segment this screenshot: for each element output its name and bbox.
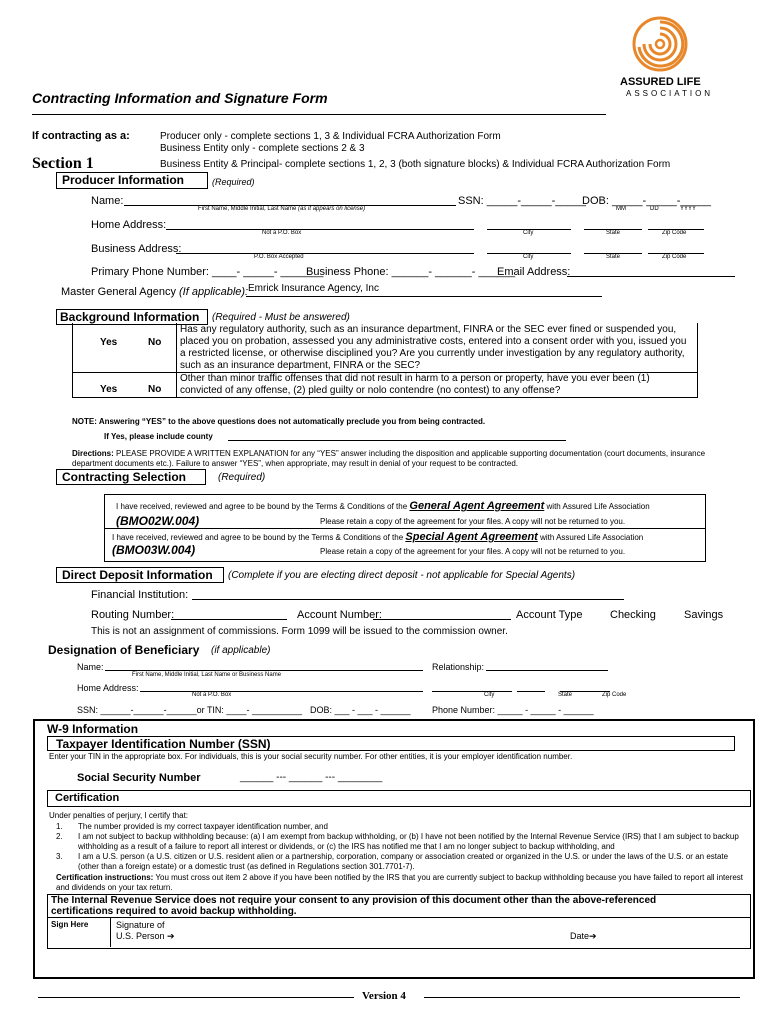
item1-text: The number provided is my correct taxpayer identification number, and <box>78 822 328 831</box>
home-state-hint: State <box>606 230 621 236</box>
routing-label: Routing Number: <box>91 609 175 621</box>
institution-field[interactable] <box>192 599 624 600</box>
agree-general <box>116 500 650 512</box>
signature-row-top <box>47 917 751 918</box>
q1-yes[interactable]: Yes <box>100 337 118 348</box>
beneficiary-state-field[interactable] <box>517 691 545 692</box>
checking-option[interactable]: Checking <box>610 609 656 621</box>
ssn-label: Social Security Number <box>77 772 201 784</box>
beneficiary-applicable: (if applicable) <box>211 645 271 656</box>
email-field[interactable] <box>567 276 735 277</box>
cert-instructions-text: You must cross out item 2 above if you have been notified by the IRS that you are currently subject to backup withholding because you have failed to report all interest and dividends on your tax return. <box>56 873 744 892</box>
brand-name: ASSURED LIFE <box>620 76 701 88</box>
mga-field[interactable] <box>246 296 602 297</box>
tin-note: Enter your TIN in the appropriate box. For individuals, this is your social security number. For other entities, it is your employer identification number. <box>49 752 573 761</box>
assured-life-logo-icon <box>630 14 690 74</box>
account-type-label: Account Type <box>516 609 583 621</box>
agree-special <box>112 531 643 543</box>
cert-header <box>47 790 751 807</box>
item3-number: 3. <box>56 852 63 861</box>
w9-title: W-9 Information <box>47 722 139 736</box>
producer-required: (Required) <box>212 177 255 187</box>
brand-sub: ASSOCIATION <box>626 89 714 98</box>
code-special: (BMO03W.004) <box>112 543 196 557</box>
beneficiary-zip-hint: Zip Code <box>602 692 627 698</box>
county-field[interactable] <box>228 440 566 441</box>
cert-title: Certification <box>55 792 120 804</box>
q1-text: Has any regulatory authority, such as an insurance department, FINRA or the SEC ever fined or suspended you, placed you on probation, assessed you any administrative costs, entered into a consent order with you, issued you a restricted license, or otherwise disciplined you? Are you currently under investigation by any regulatory authority, such as an insurance department, FINRA or the SEC? <box>180 324 687 371</box>
item2-text: I am not subject to backup withholding because: (a) I am exempt from backup withholding, or (b) I have not been notified by the Internal Revenue Service (IRS) that I am subject to backup withholding as a result of a failure to report all interest or dividends, or (c) the IRS has notified me that I am no longer subject to backup withholding, and <box>78 832 739 851</box>
deposit-title: Direct Deposit Information <box>62 568 213 582</box>
directions <box>72 449 738 469</box>
footer-rule-right <box>424 997 740 998</box>
home-city-hint: City <box>523 230 534 236</box>
ssn-field[interactable]: ______ --- ______ --- ________ <box>240 772 383 783</box>
routing-field[interactable] <box>171 619 287 620</box>
cert-instructions-label: Certification instructions: <box>56 873 154 882</box>
date-field[interactable]: Date➔ <box>570 931 597 941</box>
dob-dd: DD <box>650 206 659 212</box>
background-col-divider <box>176 323 177 397</box>
business-phone-field[interactable]: Business Phone: ______- ______- ______ <box>306 266 516 278</box>
item1-number: 1. <box>56 822 63 831</box>
section1-title: Section 1 <box>32 155 94 172</box>
directions-label: Directions: <box>72 449 114 458</box>
relationship-field[interactable] <box>486 670 608 671</box>
relationship-label: Relationship: <box>432 662 485 672</box>
option-business: Business Entity only - complete sections 2 & 3 <box>160 143 365 154</box>
beneficiary-home-field[interactable] <box>140 691 423 692</box>
beneficiary-name-hint: First Name, Middle Initial, Last Name or Business Name <box>132 672 282 678</box>
agree-special-post: with Assured Life Association <box>540 533 644 542</box>
title-rule <box>32 114 606 115</box>
beneficiary-title: Designation of Beneficiary <box>48 643 200 657</box>
name-hint-text: First Name, Middle Initial, Last Name <box>198 206 297 212</box>
footer-version: Version 4 <box>362 990 406 1002</box>
q2-yes[interactable]: Yes <box>100 384 118 395</box>
agree-general-pre: I have received, reviewed and agree to be bound by the Terms & Conditions of the <box>116 502 408 511</box>
dob-field[interactable]: DOB: _____-_____-_____ <box>582 195 712 207</box>
beneficiary-home-hint: Not a P.O. Box <box>192 692 232 698</box>
mga-label-text: Master General Agency <box>61 286 176 298</box>
beneficiary-name-label: Name: <box>77 662 104 672</box>
mga-label <box>61 286 248 298</box>
form-title: Contracting Information and Signature Form <box>32 90 328 106</box>
business-address-hint: P.O. Box Accepted <box>254 254 304 260</box>
background-note: NOTE: Answering “YES” to the above questions does not automatically preclude you from being contracted. <box>72 417 486 426</box>
home-address-field[interactable] <box>166 229 474 230</box>
name-hint-license: (as it appears on license) <box>298 206 366 212</box>
irs-notice: The Internal Revenue Service does not require your consent to any provision of this document other than the above-referenced certifications required to avoid backup withholding. <box>51 895 657 917</box>
county-label: If Yes, please include county <box>104 432 213 441</box>
background-required: (Required - Must be answered) <box>212 312 350 323</box>
option-both: Business Entity & Principal- complete sections 1, 2, 3 (both signature blocks) & Individual FCRA Authorization Form <box>160 159 671 170</box>
retain-general: Please retain a copy of the agreement for your files. A copy will not be returned to you. <box>320 517 626 526</box>
us-person-signature-field[interactable]: U.S. Person ➔ <box>116 931 175 941</box>
contracting-title: Contracting Selection <box>62 470 187 484</box>
code-general: (BMO02W.004) <box>116 514 200 528</box>
tin-title: Taxpayer Identification Number (SSN) <box>56 737 271 751</box>
item2-number: 2. <box>56 832 63 841</box>
agree-special-pre: I have received, reviewed and agree to be bound by the Terms & Conditions of the <box>112 533 404 542</box>
background-title: Background Information <box>60 310 200 324</box>
dob-yyyy: YYYY <box>680 206 697 212</box>
institution-label: Financial Institution: <box>91 589 189 601</box>
contracting-as-label: If contracting as a: <box>32 130 130 142</box>
home-zip-hint: Zip Code <box>662 230 687 236</box>
name-label: Name: <box>91 195 124 207</box>
business-address-field[interactable] <box>176 253 474 254</box>
retain-special: Please retain a copy of the agreement for your files. A copy will not be returned to you. <box>320 547 626 556</box>
item3-text: I am a U.S. person (a U.S. citizen or U.S. resident alien or a partnership, corporation, company or association created or organized in the U.S. or under the laws of the U.S. or an estate (other than a foreign estate) or a domestic trust (as defined in Regulations section 301.7701-7). <box>78 852 729 871</box>
savings-option[interactable]: Savings <box>684 609 724 621</box>
business-zip-hint: Zip Code <box>662 254 687 260</box>
dob-mm: MM <box>616 206 626 212</box>
name-hint <box>198 206 365 212</box>
cert-instructions <box>56 873 746 893</box>
home-address-hint: Not a P.O. Box <box>262 230 302 236</box>
beneficiary-dob-field[interactable]: DOB: ___ - ___ - ______ <box>310 705 411 715</box>
q2-no[interactable]: No <box>148 384 162 395</box>
business-address-label: Business Address: <box>91 243 182 255</box>
directions-text: PLEASE PROVIDE A WRITTEN EXPLANATION for any “YES” answer including the disposition and applicable supporting documentation (court documents, insurance department documents etc.). Failure to answer “YES”, when appropriate, may result in denial of your request to be contracted. <box>72 449 706 468</box>
deposit-note: (Complete if you are electing direct deposit - not applicable for Special Agents) <box>228 570 576 581</box>
sign-here-label: Sign Here <box>51 920 89 929</box>
beneficiary-city-hint: City <box>484 692 495 698</box>
beneficiary-home-label: Home Address: <box>77 683 139 693</box>
footer-rule-left <box>38 997 354 998</box>
home-address-label: Home Address: <box>91 219 167 231</box>
mga-label-applicable: (If applicable): <box>179 286 249 298</box>
beneficiary-city-field[interactable] <box>432 691 512 692</box>
business-state-hint: State <box>606 254 621 260</box>
producer-info-title: Producer Information <box>62 173 185 187</box>
general-agent-agreement-link[interactable]: General Agent Agreement <box>409 500 545 512</box>
beneficiary-name-field[interactable] <box>105 670 423 671</box>
beneficiary-phone-field[interactable]: Phone Number: _____ - _____ - ______ <box>432 705 594 715</box>
perjury-text: Under penalties of perjury, I certify that: <box>49 811 189 820</box>
q1-no[interactable]: No <box>148 337 162 348</box>
signature-col-divider <box>110 917 111 947</box>
deposit-disclaimer: This is not an assignment of commissions. Form 1099 will be issued to the commission owner. <box>91 626 508 637</box>
mga-value[interactable]: Emrick Insurance Agency, Inc <box>248 283 379 294</box>
agree-general-post: with Assured Life Association <box>546 502 650 511</box>
beneficiary-state-hint: State <box>558 692 573 698</box>
contracting-required: (Required) <box>218 472 266 483</box>
contracting-row-divider <box>104 528 705 529</box>
signature-of-label: Signature of <box>116 920 165 930</box>
email-label: Email Address: <box>497 266 571 278</box>
account-field[interactable] <box>373 619 511 620</box>
special-agent-agreement-link[interactable]: Special Agent Agreement <box>405 531 538 543</box>
beneficiary-ssn-field[interactable]: SSN: ______-______-______or TIN: ____- __________ <box>77 705 303 715</box>
ssn-field[interactable]: SSN: _____-_____-_____ <box>458 195 586 207</box>
account-label: Account Number: <box>297 609 382 621</box>
q2-text: Other than minor traffic offenses that did not result in harm to a person or property, have you ever been (1) convicted of any offense, (2) pled guilty or nolo contendre (no contest) to any offense? <box>180 373 650 396</box>
business-city-hint: City <box>523 254 534 260</box>
primary-phone-field[interactable]: Primary Phone Number: ____- _____- _______ <box>91 266 324 278</box>
option-producer: Producer only - complete sections 1, 3 & Individual FCRA Authorization Form <box>160 131 501 142</box>
